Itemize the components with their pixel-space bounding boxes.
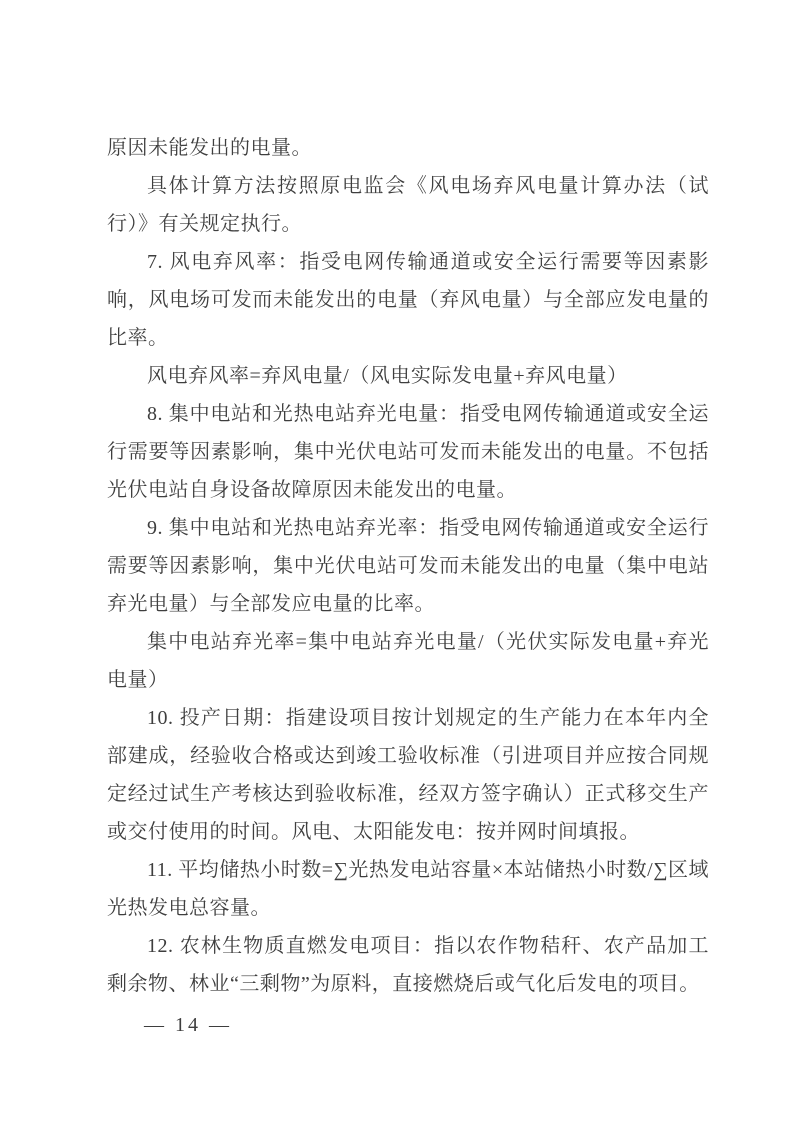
document-body bbox=[107, 129, 709, 1003]
page-number-footer: — 14 — bbox=[144, 1014, 232, 1036]
formula-wind-curtailment-rate: 风电弃风率=弃风电量/（风电实际发电量+弃风电量） bbox=[147, 365, 628, 387]
item-11-average-heat-storage-hours: 11. 平均储热小时数=∑光热发电站容量×本站储热小时数/∑区域光热发电总容量。 bbox=[107, 859, 709, 919]
para-calculation-method: 具体计算方法按照原电监会《风电场弃风电量计算办法（试行）》有关规定执行。 bbox=[107, 175, 709, 235]
item-12-biomass-power-project: 12. 农林生物质直燃发电项目：指以农作物秸秆、农产品加工剩余物、林业“三剩物”为原料，直接燃烧后或气化后发电的项目。 bbox=[107, 935, 709, 995]
item-7-wind-curtailment-rate: 7. 风电弃风率：指受电网传输通道或安全运行需要等因素影响，风电场可发而未能发出的电量（弃风电量）与全部应发电量的比率。 bbox=[107, 251, 709, 349]
item-9-solar-curtailment-rate: 9. 集中电站和光热电站弃光率：指受电网传输通道或安全运行需要等因素影响，集中光伏电站可发而未能发出的电量（集中电站弃光电量）与全部发应电量的比率。 bbox=[107, 517, 709, 615]
para-continuation: 原因未能发出的电量。 bbox=[107, 137, 312, 159]
item-8-solar-curtailed-energy: 8. 集中电站和光热电站弃光电量：指受电网传输通道或安全运行需要等因素影响，集中光伏电站可发而未能发出的电量。不包括光伏电站自身设备故障原因未能发出的电量。 bbox=[107, 403, 709, 501]
formula-solar-curtailment-rate: 集中电站弃光率=集中电站弃光电量/（光伏实际发电量+弃光电量） bbox=[107, 631, 709, 691]
item-10-commissioning-date: 10. 投产日期：指建设项目按计划规定的生产能力在本年内全部建成，经验收合格或达到竣工验收标准（引进项目并应按合同规定经过试生产考核达到验收标准，经双方签字确认）正式移交生产或交付使用的时间。风电、太阳能发电：按并网时间填报。 bbox=[107, 707, 709, 843]
